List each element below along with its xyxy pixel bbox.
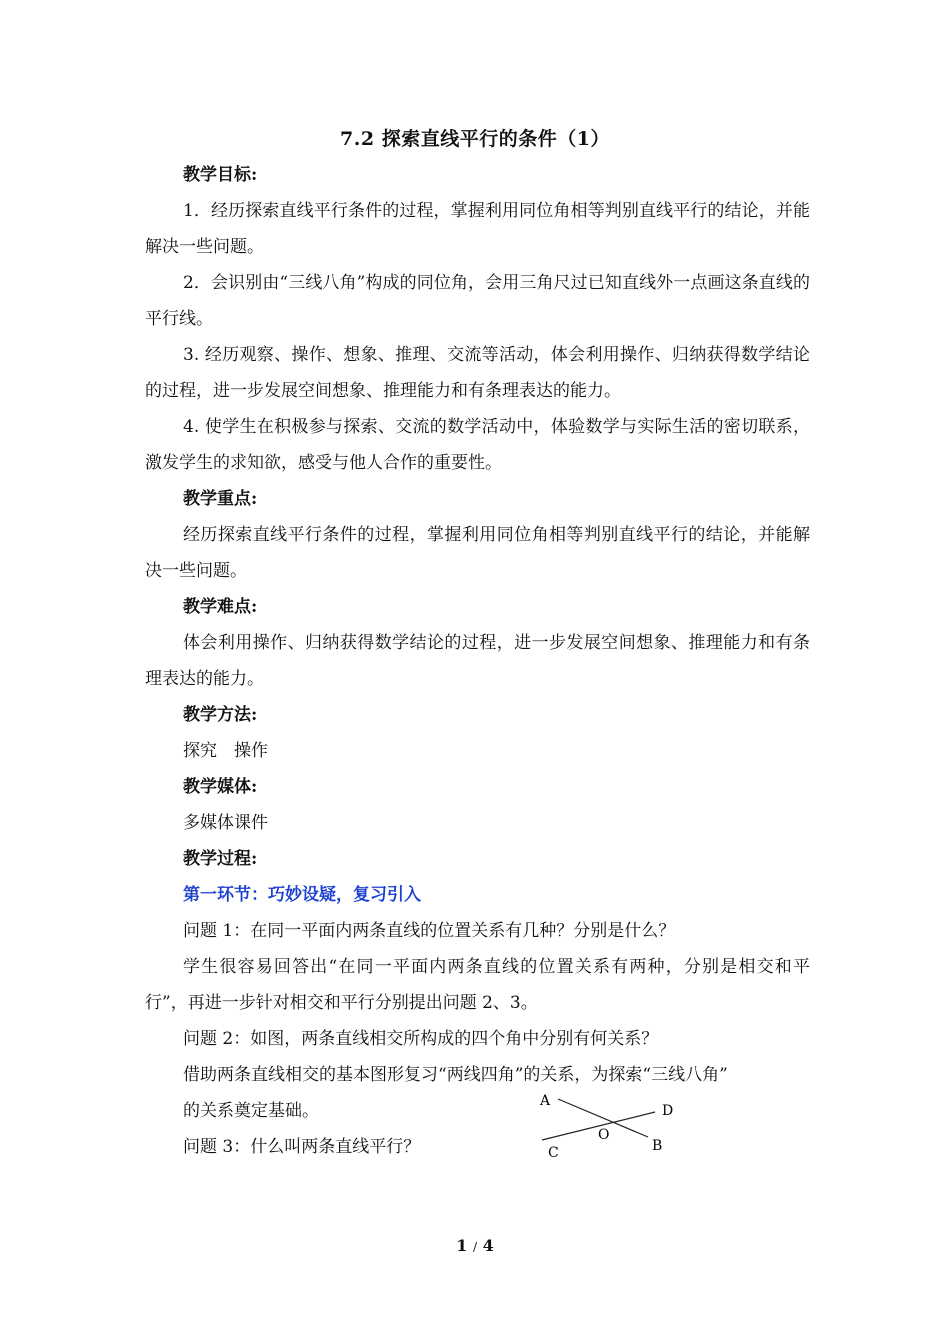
method-heading: 教学方法: xyxy=(183,705,258,725)
difficulty-text: 体会利用操作、归纳获得数学结论的过程，进一步发展空间想象、推理能力和有条理表达的能力。 xyxy=(145,633,810,689)
intersecting-lines-figure xyxy=(530,1085,690,1165)
answer-2-line-1: 借助两条直线相交的基本图形复习“两线四角”的关系，为探索“三线八角” xyxy=(183,1065,728,1085)
answer-2-line-2: 的关系奠定基础。 xyxy=(183,1101,319,1121)
page-separator: / xyxy=(472,1240,478,1254)
document-body xyxy=(145,157,810,1165)
key-points-heading: 教学重点: xyxy=(183,489,258,509)
answer-1: 学生很容易回答出“在同一平面内两条直线的位置关系有两种，分别是相交和平行”，再进一步针对相交和平行分别提出问题 2、3。 xyxy=(145,957,810,1013)
objective-item: 3. 经历观察、操作、想象、推理、交流等活动，体会利用操作、归纳获得数学结论的过程，进一步发展空间想象、推理能力和有条理表达的能力。 xyxy=(145,345,810,401)
question-2: 问题 2：如图，两条直线相交所构成的四个角中分别有何关系？ xyxy=(183,1029,659,1049)
process-heading: 教学过程: xyxy=(183,849,258,869)
page-title: 7.2 探索直线平行的条件（1） xyxy=(340,128,610,150)
label-o: O xyxy=(598,1127,610,1143)
page-total: 4 xyxy=(482,1236,494,1255)
stage-1-heading: 第一环节：巧妙设疑，复习引入 xyxy=(183,885,421,905)
question-1: 问题 1：在同一平面内两条直线的位置关系有几种？分别是什么？ xyxy=(183,921,676,941)
media-text: 多媒体课件 xyxy=(183,813,268,833)
label-c: C xyxy=(548,1145,559,1161)
label-d: D xyxy=(662,1103,674,1119)
objectives-heading: 教学目标: xyxy=(183,165,258,185)
label-b: B xyxy=(652,1138,663,1154)
page-current: 1 xyxy=(456,1236,468,1255)
objective-item: 1．经历探索直线平行条件的过程，掌握利用同位角相等判别直线平行的结论，并能解决一些问题。 xyxy=(145,201,810,257)
objective-item: 4. 使学生在积极参与探索、交流的数学活动中，体验数学与实际生活的密切联系，激发学生的求知欲，感受与他人合作的重要性。 xyxy=(145,417,810,473)
question-3: 问题 3：什么叫两条直线平行？ xyxy=(183,1137,421,1157)
objective-item: 2．会识别由“三线八角”构成的同位角，会用三角尺过已知直线外一点画这条直线的平行线。 xyxy=(145,273,810,329)
difficulty-heading: 教学难点: xyxy=(183,597,258,617)
method-text: 探究 操作 xyxy=(183,741,268,761)
label-a: A xyxy=(540,1093,551,1109)
media-heading: 教学媒体: xyxy=(183,777,258,797)
page-number xyxy=(0,1236,950,1255)
key-points-text: 经历探索直线平行条件的过程，掌握利用同位角相等判别直线平行的结论，并能解决一些问题。 xyxy=(145,525,810,581)
